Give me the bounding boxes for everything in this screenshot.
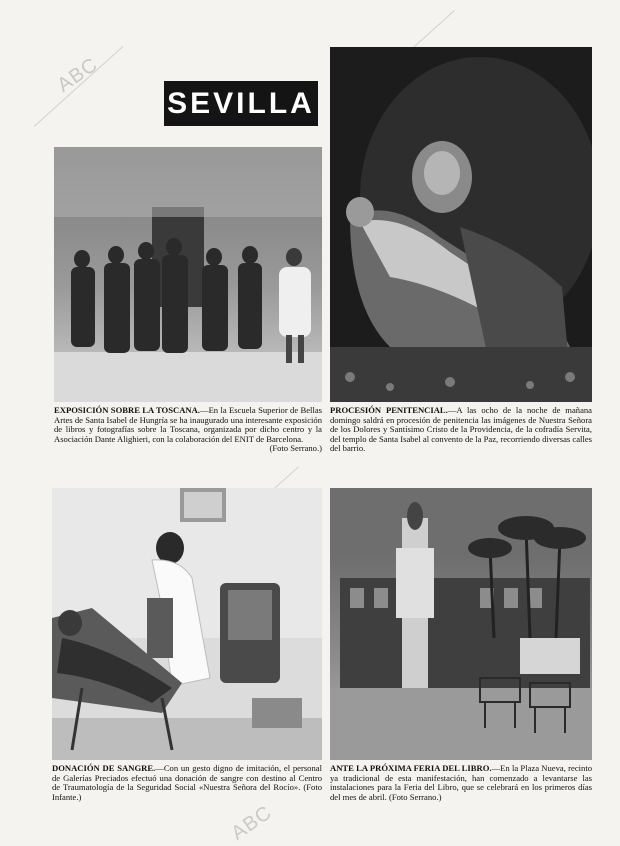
photo-book-fair-square — [330, 488, 592, 760]
caption-lead: EXPOSICIÓN SOBRE LA TOSCANA. — [54, 405, 200, 415]
caption-lead: DONACIÓN DE SANGRE. — [52, 763, 156, 773]
caption-procession — [330, 406, 592, 454]
caption-lead: PROCESIÓN PENITENCIAL. — [330, 405, 448, 415]
caption-body: —Con un gesto digno de imitación, el personal de Galerías Preciados efectuó una donación de sangre con destino al Centro de Traumatología de la Seguridad Social «Nuestra Señora del Rocío». — [52, 763, 322, 793]
photo-blood-donation — [52, 488, 322, 760]
photo-credit: (Foto Serrano.) — [269, 443, 322, 454]
photo-credit: (Foto Serrano.) — [388, 791, 442, 802]
watermark-abc: ABC — [53, 53, 103, 97]
watermark-line — [34, 46, 124, 127]
section-title: SEVILLA — [164, 81, 318, 126]
caption-blood-donation — [52, 764, 322, 802]
caption-lead: ANTE LA PRÓXIMA FERIA DEL LIBRO. — [330, 763, 492, 773]
caption-body: —A las ocho de la noche de mañana domingo saldrá en procesión de penitencia las imágenes de Nuestra Señora de los Dolores y Santísimo Cristo de la Providencia, de la cofradía Servita, del templo de Santa Isabel al convento de la Paz, recorriendo diversas calles del barrio. — [330, 405, 592, 454]
watermark-abc: ABC — [227, 801, 277, 845]
caption-body: —En la Plaza Nueva, recinto ya tradicional de esta manifestación, han comenzado a levantarse las instalaciones para la Feria del Libro, que se celebrará en los primeros días del mes de abril. — [330, 763, 592, 802]
photo-procession-image — [330, 47, 592, 402]
caption-book-fair — [330, 764, 592, 802]
caption-body: —En la Escuela Superior de Bellas Artes de Santa Isabel de Hungría se ha inaugurado una interesante exposición de libros y fotografías sobre la Toscana, organizada por dicho centro y la Asociación Dante Alighieri, con la colaboración del ENIT de Barcelona. — [54, 405, 322, 444]
photo-credit: (Foto Infante.) — [52, 782, 322, 802]
caption-exhibition — [54, 406, 322, 454]
photo-exhibition-group — [54, 147, 322, 402]
watermark-line — [410, 10, 455, 51]
